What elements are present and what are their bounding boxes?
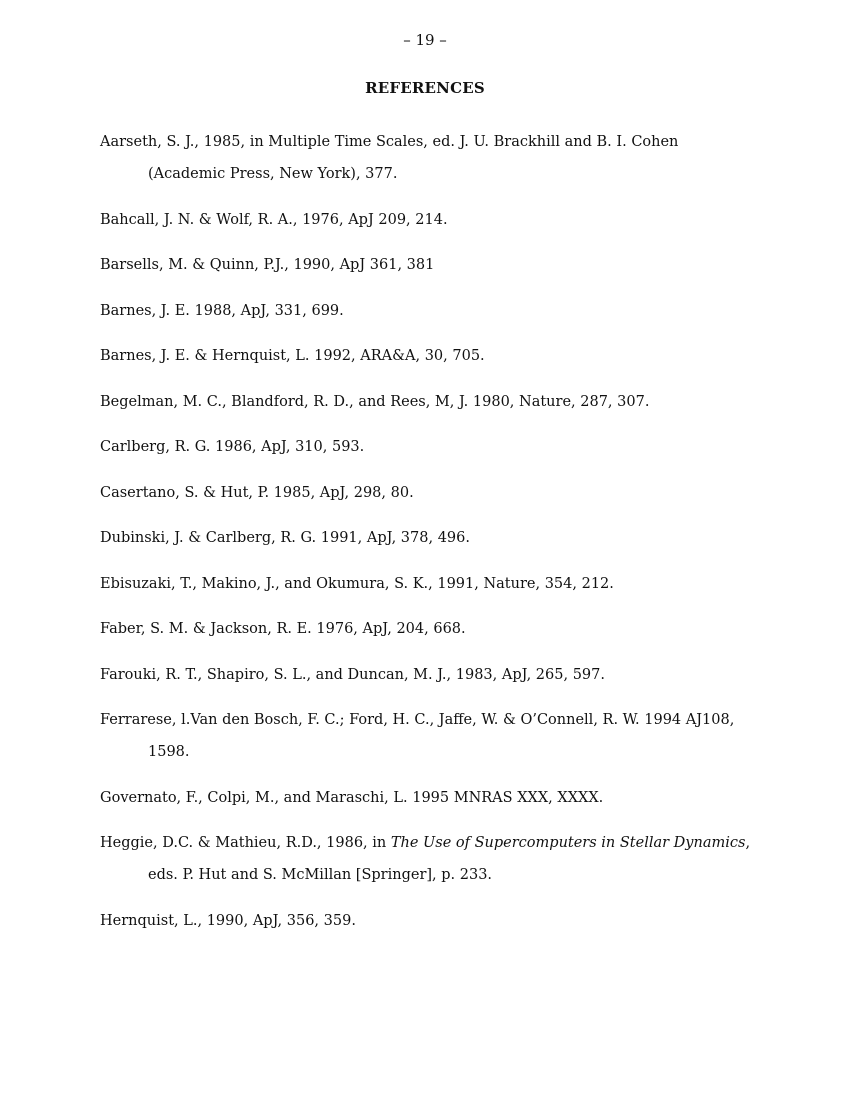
reference-dubinski-1991: Dubinski, J. & Carlberg, R. G. 1991, ApJ, 378, 496. [100, 530, 470, 546]
reference-bahcall-1976: Bahcall, J. N. & Wolf, R. A., 1976, ApJ 209, 214. [100, 211, 448, 228]
reference-ebisuzaki-1991: Ebisuzaki, T., Makino, J., and Okumura, S. K., 1991, Nature, 354, 212. [100, 575, 614, 592]
page-number: – 19 – [403, 31, 447, 49]
reference-ferrarese-1994: Ferrarese, l.Van den Bosch, F. C.; Ford, H. C., Jaffe, W. & O’Connell, R. W. 1994 AJ108, 1598. [100, 712, 735, 760]
reference-hernquist-1990: Hernquist, L., 1990, ApJ, 356, 359. [100, 912, 356, 929]
reference-faber-1976: Faber, S. M. & Jackson, R. E. 1976, ApJ, 204, 668. [100, 621, 466, 637]
reference-barnes-1988: Barnes, J. E. 1988, ApJ, 331, 699. [100, 302, 344, 319]
reference-heggie-publication: , eds. P. Hut and S. McMillan [Springer], p. 233. [148, 835, 751, 883]
reference-barnes-1992: Barnes, J. E. & Hernquist, L. 1992, ARA&A, 30, 705. [100, 348, 485, 364]
reference-heggie-authors: Heggie, D.C. & Mathieu, R.D., 1986, in [100, 835, 391, 851]
reference-heggie-1986 [100, 827, 755, 891]
references-heading: REFERENCES [365, 79, 485, 97]
reference-farouki-1983: Farouki, R. T., Shapiro, S. L., and Duncan, M. J., 1983, ApJ, 265, 597. [100, 666, 605, 683]
reference-aarseth-1985: Aarseth, S. J., 1985, in Multiple Time Scales, ed. J. U. Brackhill and B. I. Cohen (Academic Press, New York), 377. [100, 134, 679, 182]
reference-heggie-book-title: The Use of Supercomputers in Stellar Dynamics [390, 835, 746, 851]
reference-casertano-1985: Casertano, S. & Hut, P. 1985, ApJ, 298, 80. [100, 484, 414, 501]
reference-governato-1995: Governato, F., Colpi, M., and Maraschi, L. 1995 MNRAS XXX, XXXX. [100, 789, 604, 806]
reference-barsells-1990: Barsells, M. & Quinn, P.J., 1990, ApJ 361, 381 [100, 257, 435, 273]
reference-carlberg-1986: Carlberg, R. G. 1986, ApJ, 310, 593. [100, 439, 365, 455]
reference-list [100, 126, 755, 950]
reference-begelman-1980: Begelman, M. C., Blandford, R. D., and Rees, M, J. 1980, Nature, 287, 307. [100, 393, 650, 410]
